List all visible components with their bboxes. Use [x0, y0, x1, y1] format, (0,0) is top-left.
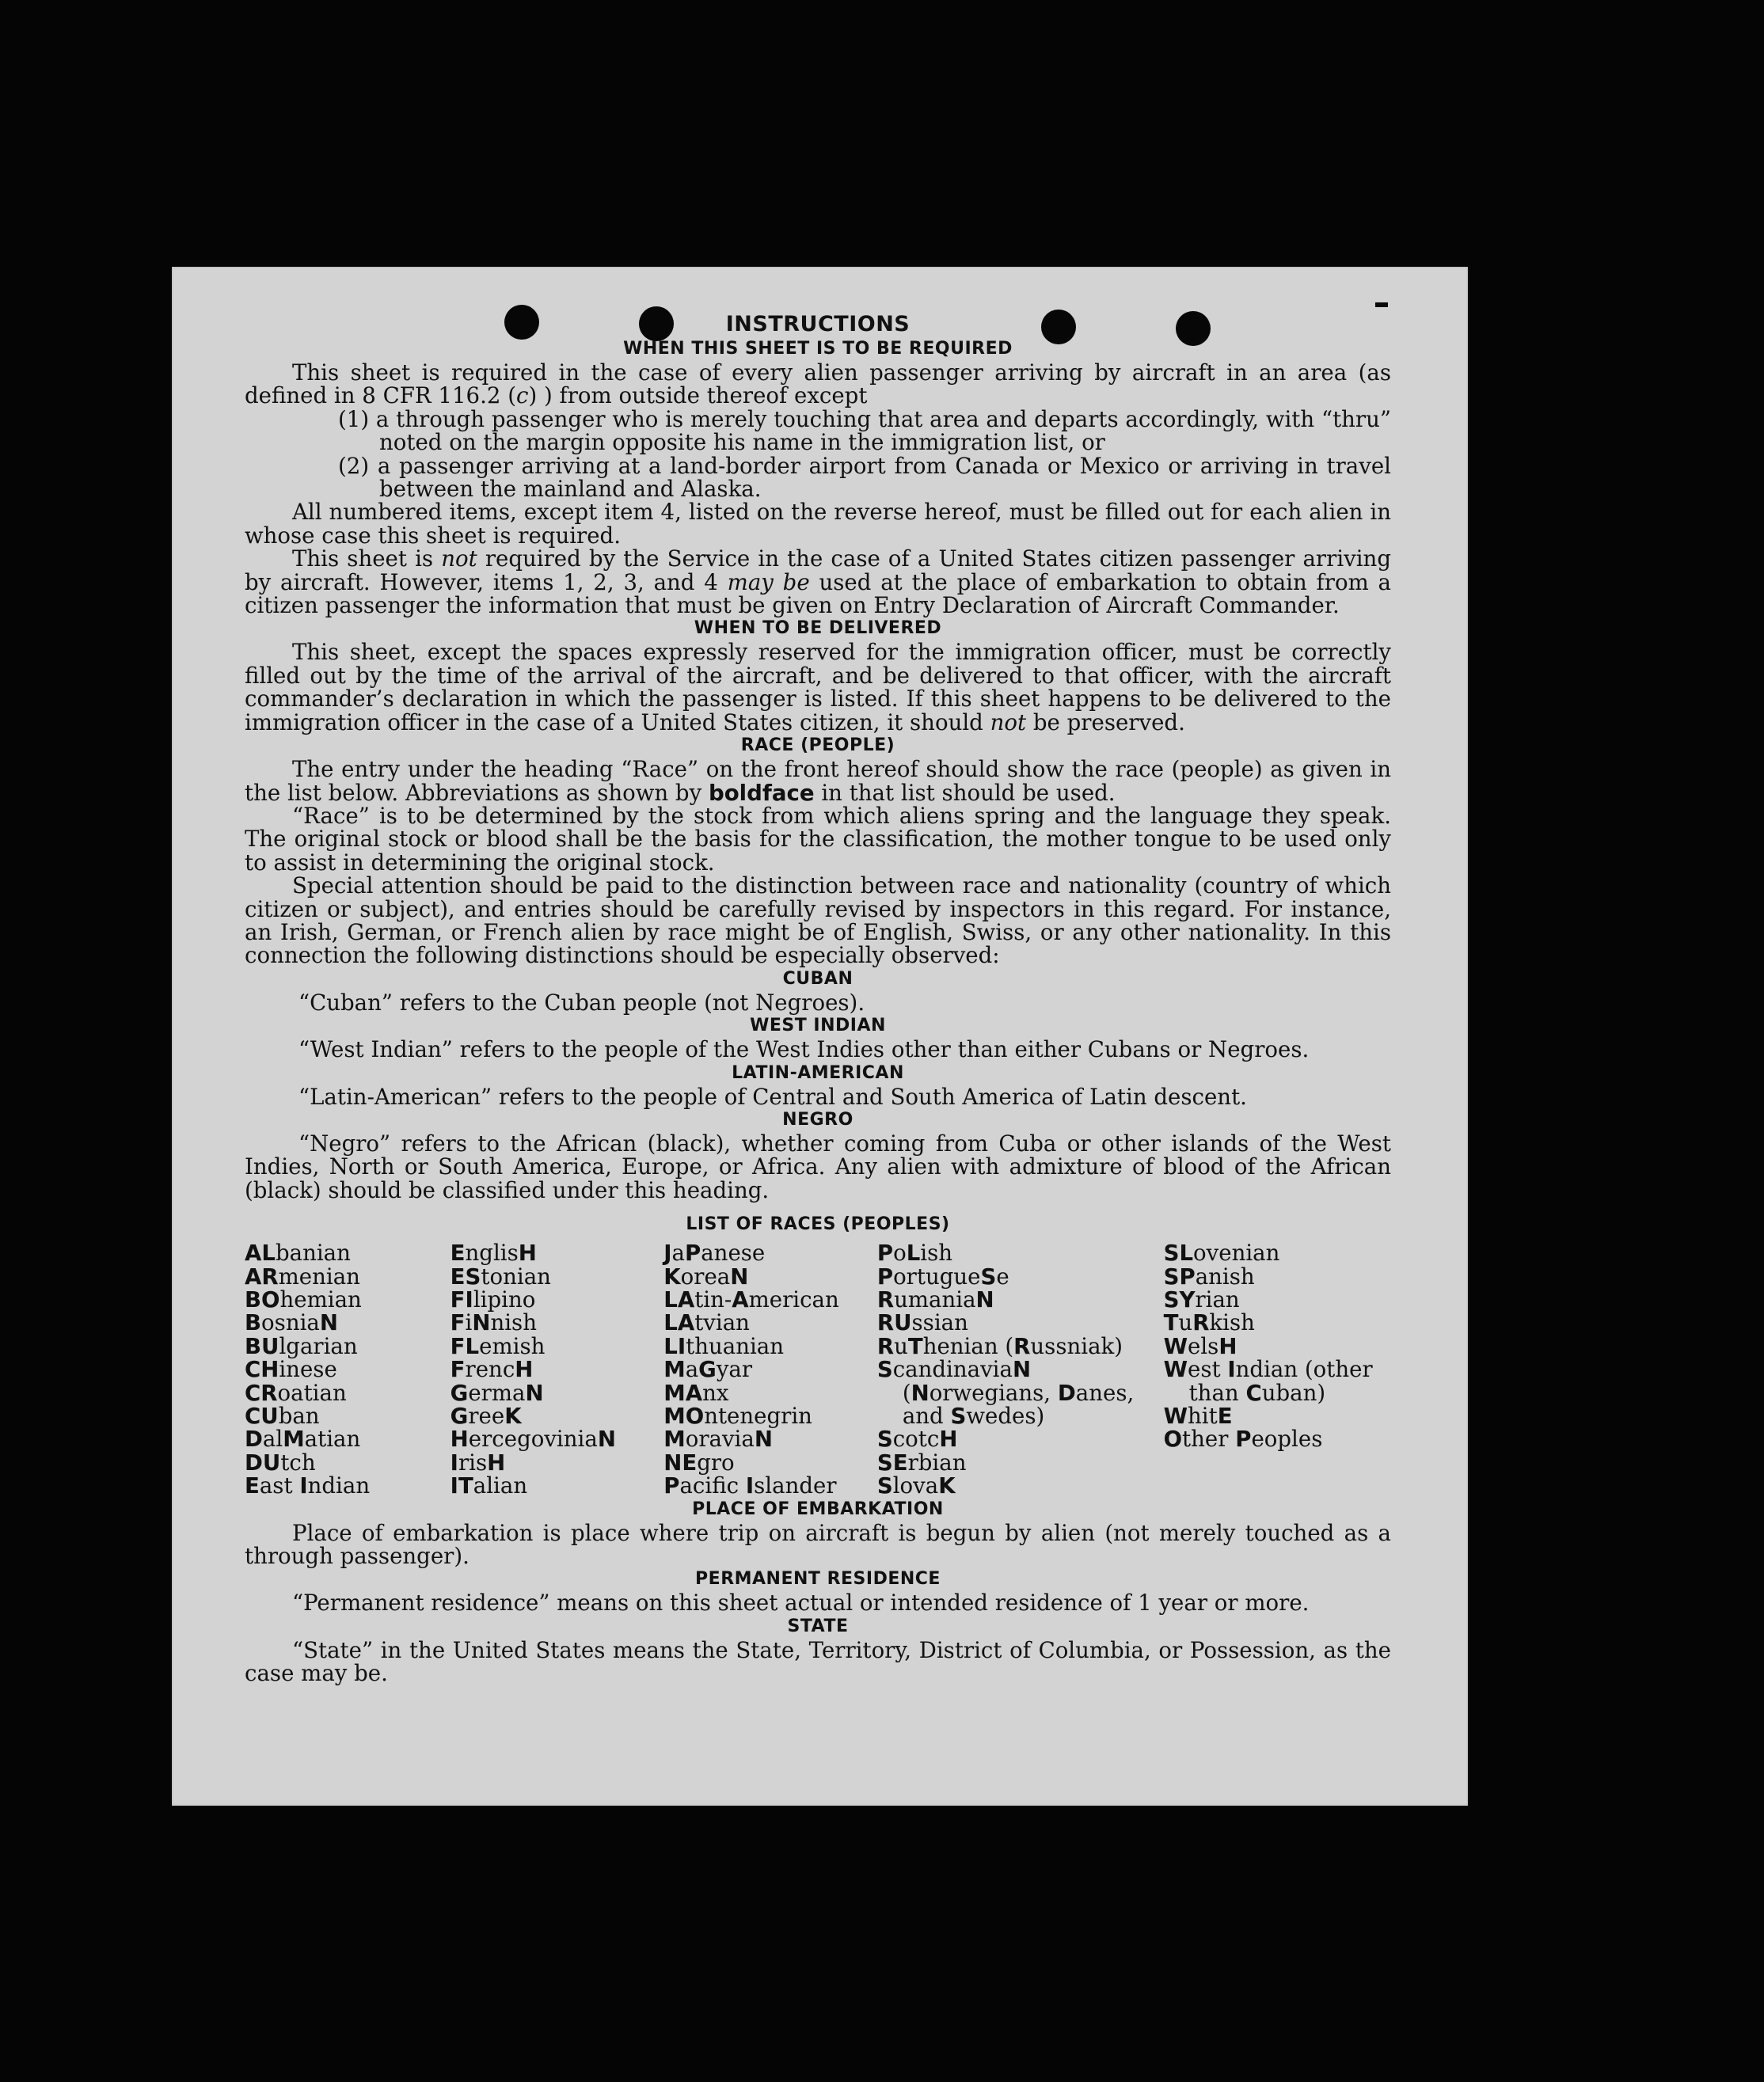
section-heading: LATIN-AMERICAN: [732, 1062, 904, 1083]
race-item: MAnx: [663, 1379, 729, 1406]
instruction-sheet: [172, 267, 1468, 1806]
race-item: ALbanian: [245, 1240, 351, 1267]
race-item: ARmenian: [245, 1263, 360, 1290]
section-heading: NEGRO: [782, 1109, 853, 1130]
race-item: EnglisH: [450, 1240, 537, 1267]
race-item: IrisH: [450, 1449, 506, 1476]
race-item: CUban: [245, 1403, 320, 1430]
race-item: BosniaN: [245, 1309, 338, 1336]
race-item: SlovaK: [876, 1472, 956, 1499]
definition: “Latin-American” refers to the people of Central and South America of Latin descent.: [298, 1083, 1247, 1110]
definition: “West Indian” refers to the people of the West Indies other than either Cubans or Negroes.: [298, 1036, 1310, 1063]
race-item: GreeK: [450, 1403, 522, 1430]
race-item: DalMatian: [245, 1426, 361, 1453]
race-column: [877, 1241, 1164, 1497]
race-item: FIlipino: [450, 1286, 536, 1313]
race-item: MaGyar: [663, 1356, 753, 1383]
section-heading: RACE (PEOPLE): [740, 735, 895, 756]
race-item: LAtin-American: [663, 1286, 839, 1313]
race-item: ScotcH: [876, 1426, 958, 1453]
race-item: RuThenian (Russniak): [876, 1332, 1123, 1359]
definition: “Cuban” refers to the Cuban people (not Negroes).: [298, 989, 865, 1016]
race-item: SYrian: [1163, 1286, 1240, 1313]
definition: “Negro” refers to the African (black), whether coming from Cuba or other islands of the West Indies, North or South America, Europe, or Africa. Any alien with admixture of blood of the African (black) should be classified under this heading.: [245, 1130, 1391, 1203]
section-heading: PERMANENT RESIDENCE: [695, 1569, 941, 1590]
section-heading: WHEN TO BE DELIVERED: [694, 618, 942, 639]
race-item: CHinese: [245, 1356, 337, 1383]
section-heading: WHEN THIS SHEET IS TO BE REQUIRED: [623, 339, 1013, 359]
section-heading: LIST OF RACES (PEOPLES): [686, 1214, 950, 1235]
race-column: [451, 1241, 664, 1497]
race-item: BOhemian: [245, 1286, 362, 1313]
race-item: NEgro: [663, 1449, 735, 1476]
race-item: EStonian: [450, 1263, 551, 1290]
race-item: CRoatian: [245, 1379, 347, 1406]
paragraph: This sheet is not required by the Service in the case of a United States citizen passenger arriving by aircraft. However, items 1, 2, 3, and 4 may be used at the place of embarkation to obtain from a citizen passenger the information that must be given on Entry Declaration of Aircraft Commander.: [245, 545, 1391, 619]
section-heading: WEST INDIAN: [750, 1016, 886, 1036]
race-column: [1164, 1241, 1391, 1497]
race-item: HercegoviniaN: [450, 1426, 616, 1453]
paragraph: This sheet, except the spaces expressly reserved for the immigration officer, must be correctly filled out by the time of the arrival of the aircraft, and be delivered to that officer, with the aircraft commander’s declaration in which the passenger is listed. If this sheet happens to be delivered to the immigration officer in the case of a United States citizen, it should not be preserved.: [245, 639, 1391, 735]
race-item: West Indian (other than Cuban): [1163, 1356, 1373, 1406]
race-item: TuRkish: [1163, 1309, 1255, 1336]
race-item: Pacific Islander: [663, 1472, 837, 1499]
paragraph: All numbered items, except item 4, listed on the reverse hereof, must be filled out for each alien in whose case this sheet is required.: [245, 499, 1391, 549]
list-item: (2) a passenger arriving at a land-border airport from Canada or Mexico or arriving in travel between the mainland and Alaska.: [338, 452, 1391, 503]
paragraph: “Permanent residence” means on this sheet actual or intended residence of 1 year or more.: [292, 1590, 1310, 1617]
race-item: LIthuanian: [663, 1332, 785, 1359]
paragraph: Special attention should be paid to the distinction between race and nationality (country of which citizen or subject), and entries should be carefully revised by inspectors in this regard. For instance, an Irish, German, or French alien by race might be of English, Swiss, or any other nationality. In this connection the following distinctions should be especially observed:: [245, 872, 1391, 969]
race-item: ITalian: [450, 1472, 528, 1499]
race-item: SErbian: [876, 1449, 967, 1476]
race-item: FiNnish: [450, 1309, 537, 1336]
section-heading: PLACE OF EMBARKATION: [692, 1499, 944, 1519]
paragraph: The entry under the heading “Race” on the front hereof should show the race (people) as given in the list below. Abbreviations as shown by boldface in that list should be used.: [245, 756, 1391, 806]
list-item: (1) a through passenger who is merely touching that area and departs accordingly, with “thru” noted on the margin opposite his name in the immigration list, or: [338, 405, 1391, 456]
race-item: ScandinaviaN (Norwegians, Danes, and Swedes): [876, 1356, 1135, 1430]
race-column: [245, 1241, 451, 1497]
race-item: East Indian: [245, 1472, 371, 1499]
page-title: INSTRUCTIONS: [725, 312, 911, 336]
race-item: RUssian: [876, 1309, 968, 1336]
race-item: SLovenian: [1163, 1240, 1280, 1267]
race-item: DUtch: [245, 1449, 316, 1476]
race-item: JaPanese: [663, 1240, 766, 1267]
race-item: SPanish: [1163, 1263, 1255, 1290]
paragraph: This sheet is required in the case of every alien passenger arriving by aircraft in an area (as defined in 8 CFR 116.2 (c) ) from outside thereof except: [245, 359, 1391, 409]
race-item: BUlgarian: [245, 1332, 358, 1359]
race-item: MOntenegrin: [663, 1403, 812, 1430]
paragraph: “State” in the United States means the State, Territory, District of Columbia, or Possession, as the case may be.: [245, 1636, 1391, 1687]
race-item: RumaniaN: [876, 1286, 994, 1313]
race-item: FrencH: [450, 1356, 534, 1383]
document-body: [245, 311, 1391, 1685]
section-heading: STATE: [787, 1616, 849, 1636]
race-item: WelsH: [1163, 1332, 1237, 1359]
race-item: Other Peoples: [1163, 1426, 1323, 1453]
race-list: [245, 1241, 1391, 1497]
scan-mark: [1375, 302, 1388, 307]
race-column: [663, 1241, 877, 1497]
paragraph: Place of embarkation is place where trip on aircraft is begun by alien (not merely touched as a through passenger).: [245, 1519, 1391, 1570]
paragraph: “Race” is to be determined by the stock from which aliens spring and the language they speak. The original stock or blood shall be the basis for the classification, the mother tongue to be used only to assist in determining the original stock.: [245, 802, 1391, 876]
race-item: KoreaN: [663, 1263, 749, 1290]
race-item: GermaN: [450, 1379, 544, 1406]
race-item: WhitE: [1163, 1403, 1233, 1430]
race-item: MoraviaN: [663, 1426, 773, 1453]
race-item: FLemish: [450, 1332, 546, 1359]
race-item: PoLish: [876, 1240, 953, 1267]
race-item: LAtvian: [663, 1309, 750, 1336]
section-heading: CUBAN: [782, 968, 853, 989]
race-item: PortugueSe: [876, 1263, 1009, 1290]
